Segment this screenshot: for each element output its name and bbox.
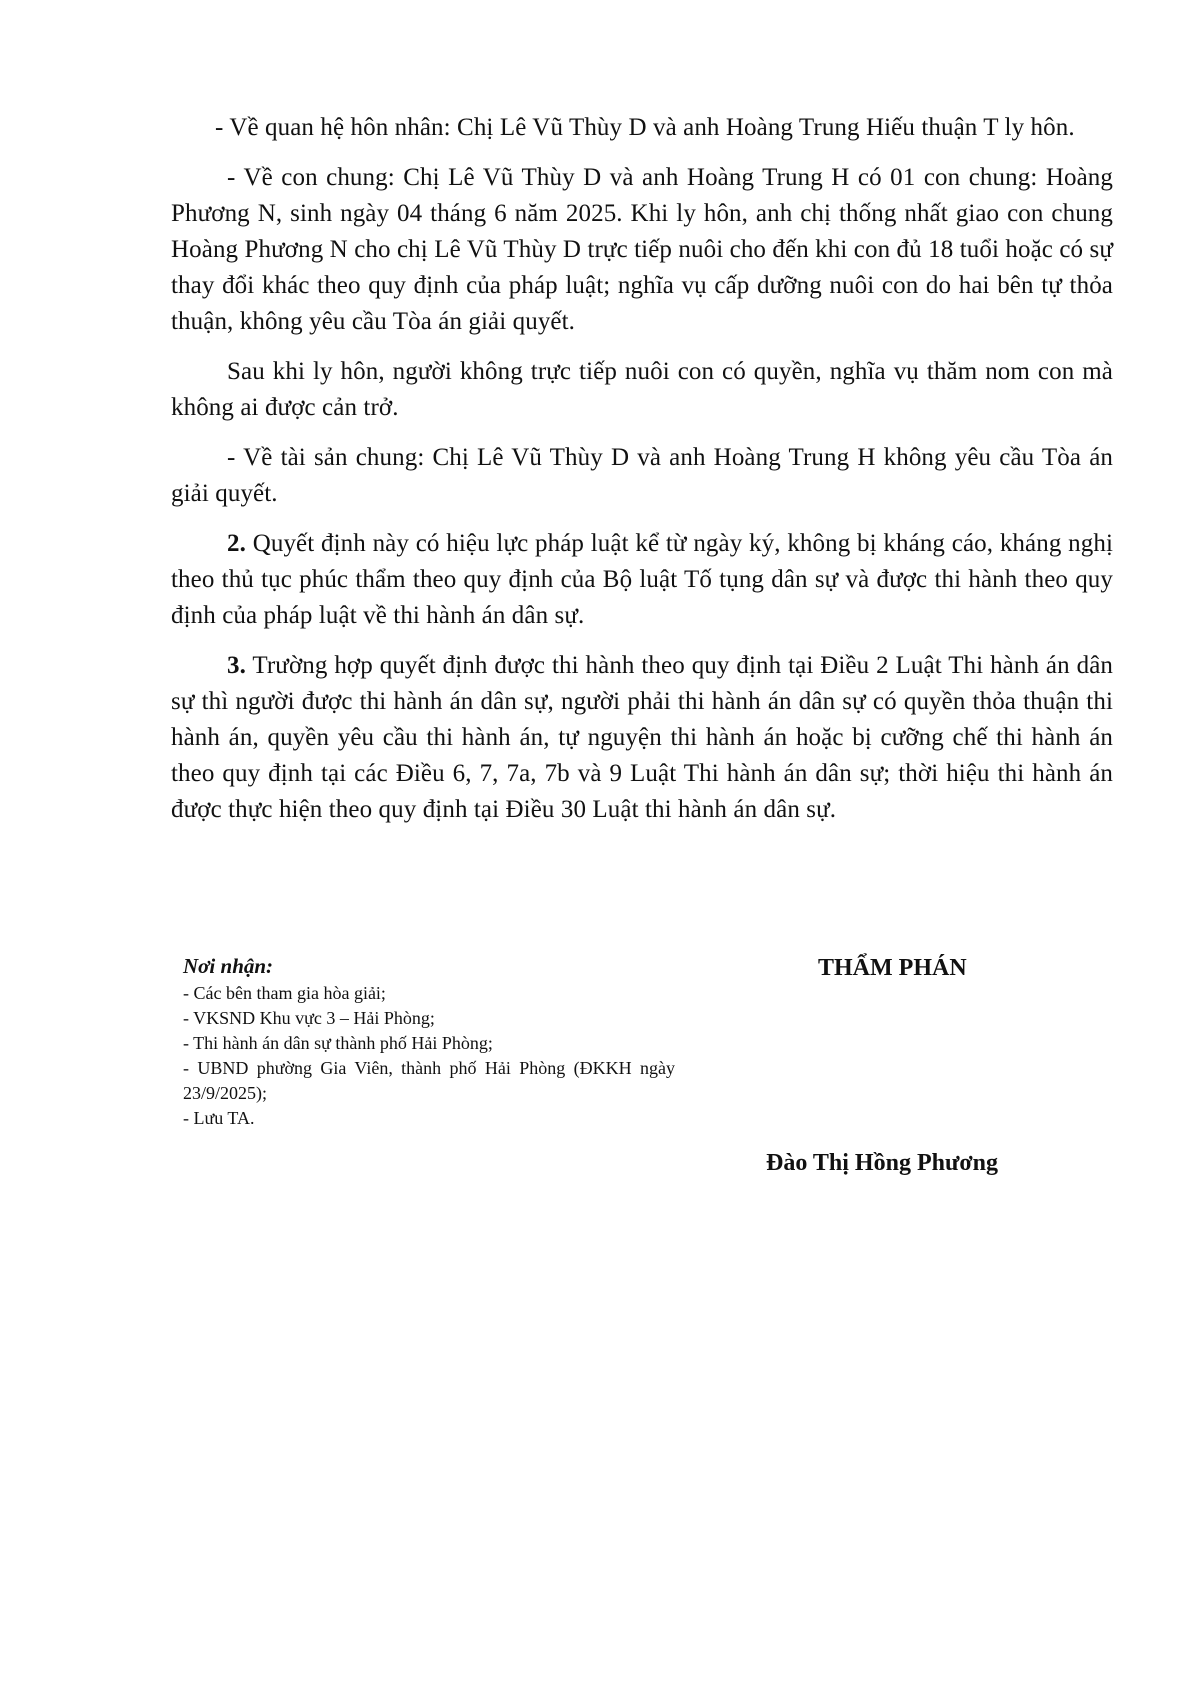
recipients-title: Nơi nhận: [183, 954, 274, 978]
paragraph-number: 3. [227, 652, 246, 679]
recipient-item: - UBND phường Gia Viên, thành phố Hải Phòng (ĐKKH ngày 23/9/2025); [183, 1058, 675, 1103]
paragraph-text: - Về con chung: Chị Lê Vũ Thùy D và anh Hoàng Trung H có 01 con chung: Hoàng Phương N, sinh ngày 04 tháng 6 năm 2025. Khi ly hôn, anh chị thống nhất giao con chung Hoàng Phương N cho chị Lê Vũ Thùy D trực tiếp nuôi cho đến khi con đủ 18 tuổi hoặc có sự thay đổi khác theo quy định của pháp luật; nghĩa vụ cấp dưỡng nuôi con do hai bên tự thỏa thuận, không yêu cầu Tòa án giải quyết. [171, 164, 1113, 335]
recipients-block [183, 953, 675, 1131]
recipient-item: - Thi hành án dân sự thành phố Hải Phòng; [183, 1033, 493, 1053]
decision-body [171, 110, 1113, 842]
paragraph-visitation-rights [171, 354, 1113, 426]
recipient-item: - VKSND Khu vực 3 – Hải Phòng; [183, 1008, 435, 1028]
paragraph-text: Trường hợp quyết định được thi hành theo quy định tại Điều 2 Luật Thi hành án dân sự thì người được thi hành án dân sự, người phải thi hành án dân sự có quyền thỏa thuận thi hành án, quyền yêu cầu thi hành án, tự nguyện thi hành án hoặc bị cưỡng chế thi hành án theo quy định tại các Điều 6, 7, 7a, 7b và 9 Luật Thi hành án dân sự; thời hiệu thi hành án được thực hiện theo quy định tại Điều 30 Luật thi hành án dân sự. [171, 652, 1113, 823]
paragraph-effect [171, 526, 1113, 634]
paragraph-text: Sau khi ly hôn, người không trực tiếp nuôi con có quyền, nghĩa vụ thăm nom con mà không ai được cản trở. [171, 358, 1113, 421]
recipient-item: - Các bên tham gia hòa giải; [183, 983, 386, 1003]
signer-name: Đào Thị Hồng Phương [766, 1150, 998, 1176]
paragraph-number: 2. [227, 530, 246, 557]
signer-title: THẨM PHÁN [818, 955, 967, 981]
paragraph-marriage [159, 110, 1113, 146]
paragraph-text: - Về quan hệ hôn nhân: Chị Lê Vũ Thùy D và anh Hoàng Trung Hiếu thuận T ly hôn. [215, 114, 1075, 141]
recipient-item: - Lưu TA. [183, 1108, 255, 1128]
paragraph-enforcement [171, 648, 1113, 828]
paragraph-text: Quyết định này có hiệu lực pháp luật kể từ ngày ký, không bị kháng cáo, kháng nghị theo thủ tục phúc thẩm theo quy định của Bộ luật Tố tụng dân sự và được thi hành theo quy định của pháp luật về thi hành án dân sự. [171, 530, 1113, 629]
paragraph-common-property [171, 440, 1113, 512]
paragraph-common-child [171, 160, 1113, 340]
paragraph-text: - Về tài sản chung: Chị Lê Vũ Thùy D và anh Hoàng Trung H không yêu cầu Tòa án giải quyết. [171, 444, 1113, 507]
